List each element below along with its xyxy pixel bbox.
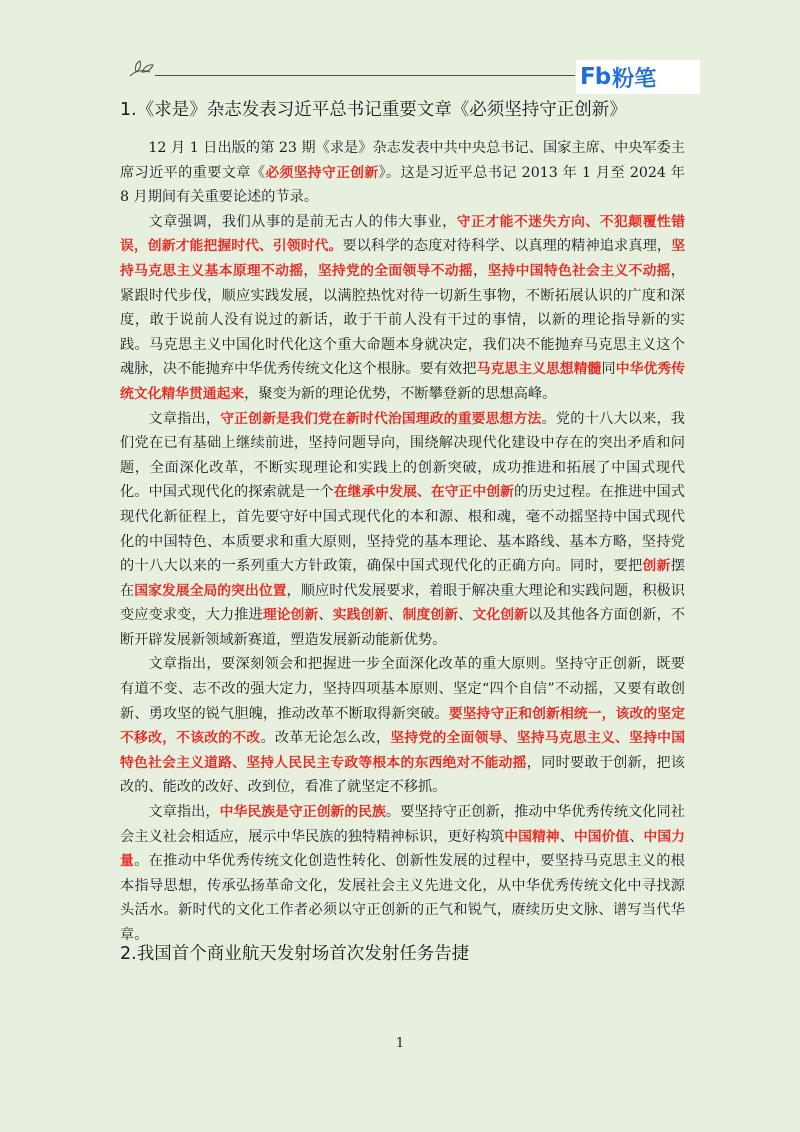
logo-text: 粉笔: [612, 66, 657, 92]
paragraph-3: [120, 407, 685, 653]
section-1-title: 1.《求是》杂志发表习近平总书记重要文章《必须坚持守正创新》: [120, 100, 627, 120]
highlighted-text: 坚持马克思主义基本原理不动摇: [120, 238, 685, 279]
body-text: 同: [601, 361, 616, 378]
body-text: ，聚变为新的理论优势，不断攀登新的思想高峰。: [244, 385, 557, 402]
body-text: 文章指出，: [148, 410, 221, 427]
body-text: ，: [472, 262, 488, 279]
body-text: 、: [388, 607, 403, 624]
body-text: 文章指出，: [148, 804, 220, 821]
highlighted-text: 中国价值: [573, 828, 630, 845]
body-text: 》。这是习近平总书记 2013 年 1 月至 2024 年 8 月期间有关重要论述的节录。: [120, 164, 685, 206]
body-text: 、: [458, 607, 473, 624]
paragraph-1: [120, 136, 685, 210]
highlighted-text: 要坚持守正和创新相统一，该改的坚定不移改，不该改的不改: [120, 705, 685, 747]
highlighted-text: 必须坚持守正创新: [265, 164, 379, 181]
body-text: 要以科学的态度对待科学、以真理的精神追求真理，: [342, 238, 672, 255]
highlighted-text: 坚持党的全面领导、坚持马克思主义、坚持中国特色社会主义道路、坚持人民民主专政等根本的东西绝对不能动摇: [120, 730, 685, 771]
highlighted-text: 守正才能不迷失方向、不犯颠覆性错误，创新才能把握时代、引领时代。: [120, 213, 685, 255]
header-divider: [155, 75, 575, 76]
highlighted-text: 坚持中国特色社会主义不动摇: [487, 262, 671, 279]
body-text: ，同时要敢于创新，把该改的、能改的改好、改到位，看准了就坚定不移抓。: [120, 754, 685, 796]
highlighted-text: 中华民族是守正创新的民族: [219, 804, 386, 821]
highlighted-text: 中华优秀传统文化精华贯通起来: [120, 361, 685, 402]
paragraph-2: [120, 210, 685, 407]
highlighted-text: 守正创新是我们党在新时代治国理政的重要思想方法: [220, 410, 542, 427]
highlighted-text: 文化创新: [472, 607, 529, 624]
body-text: 、: [559, 828, 574, 845]
body-text: ，顺应时代发展要求，着眼于解决重大理论和实践问题，积极识变应变求变，大力推进: [120, 582, 685, 624]
article-body: [120, 96, 685, 948]
body-text: 。改革无论怎么改，: [260, 730, 391, 747]
body-text: 。党的十八大以来，我们党在已有基础上继续前进，坚持问题导向，围绕解决现代化建设中存在的突出矛盾和问题，全面深化改革，不断实现理论和实践上的创新突破，成功推进和拓展了中国式现代化。中国式现代化的探索就是一个: [120, 410, 685, 501]
highlighted-text: 中国力量: [120, 828, 685, 870]
highlighted-text: 制度创新: [402, 607, 459, 624]
body-text: 、: [318, 607, 333, 624]
highlighted-text: 理论创新: [262, 607, 319, 624]
logo-mark: Fb: [580, 64, 611, 90]
highlighted-text: 在继承中发展、在守正中创新: [333, 484, 515, 501]
highlighted-text: 实践创新: [332, 607, 389, 624]
body-text: 。在推动中华优秀传统文化创造性转化、创新性发展的过程中，要坚持马克思主义的根本指导思想，传承弘扬革命文化，发展社会主义先进文化，从中华优秀传统文化中寻找源头活水。新时代的文化工作者必须以守正创新的正气和锐气，赓续历史文脉、谱写当代华章。: [120, 853, 685, 943]
highlighted-text: 国家发展全局的突出位置: [134, 582, 287, 599]
fenbi-logo: [576, 60, 700, 94]
body-text: 12 月 1 日出版的第 23 期《求是》杂志发表中共中央总书记、国家主席、中央军委主席习近平的重要文章《: [120, 140, 685, 181]
body-text: 摆在: [120, 558, 685, 599]
page-number: 1: [395, 1036, 405, 1051]
body-text: 文章指出，要深刻领会和把握进一步全面深化改革的重大原则。坚持守正创新，既要有道不变、志不改的强大定力，坚持四项基本原则、坚定“四个自信”不动摇，又要有敢创新、勇攻坚的锐气胆魄，推动改革不断取得新突破。: [120, 656, 685, 722]
highlighted-text: 马克思主义思想精髓: [476, 361, 602, 378]
page-header: [0, 0, 800, 100]
highlighted-text: 创新: [642, 558, 671, 575]
body-text: 以及其他各方面创新，不断开辟发展新领域新赛道，塑造发展新动能新优势。: [120, 607, 686, 648]
paragraph-4: [120, 652, 685, 800]
body-text: ，紧跟时代步伐，顺应实践发展，以满腔热忱对待一切新生事物，不断拓展认识的广度和深度，敢于说前人没有说过的新话，敢于干前人没有干过的事情，以新的理论指导新的实践。马克思主义中国化时代化这个重大命题本身就决定，我们决不能抛弃马克思主义这个魂脉，决不能抛弃中华优秀传统文化这个根脉。要有效把: [120, 262, 685, 378]
section-2-title: 2.我国首个商业航天发射场首次发射任务告捷: [120, 944, 470, 964]
body-text: 文章强调，我们从事的是前无古人的伟大事业，: [148, 213, 457, 230]
body-text: 、: [629, 828, 644, 845]
leaf-sprout-icon: [128, 58, 158, 80]
body-text: ，: [303, 262, 318, 279]
paragraph-5: [120, 800, 685, 948]
highlighted-text: 坚持党的全面领导不动摇: [317, 262, 473, 279]
body-text: 的历史过程。在推进中国式现代化新征程上，首先要守好中国式现代化的本和源、根和魂，毫不动摇坚持中国式现代化的中国特色、本质要求和重大原则，坚持党的基本理论、基本路线、基本方略，坚持党的十八大以来的一系列重大方针政策，确保中国式现代化的正确方向。同时，要把: [120, 484, 685, 575]
body-text: 。要坚持守正创新，推动中华优秀传统文化同社会主义社会相适应，展示中华民族的独特精神标识，更好构筑: [120, 804, 685, 845]
highlighted-text: 中国精神: [504, 828, 560, 845]
